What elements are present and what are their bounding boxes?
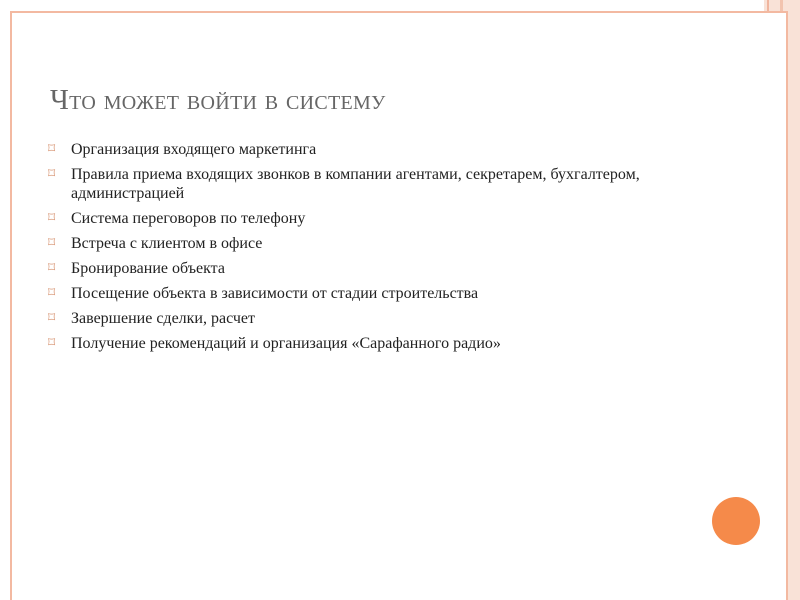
bullet-icon: ⌑ [48,167,56,182]
bullet-text: Правила приема входящих звонков в компании агентами, секретарем, бухгалтером, администрацией [71,166,640,202]
bullet-item [48,334,648,353]
bullet-item [48,165,648,203]
bullet-icon: ⌑ [48,261,56,276]
bullet-icon: ⌑ [48,336,56,351]
bullet-icon: ⌑ [48,211,56,226]
bullet-text: Завершение сделки, расчет [71,310,256,327]
bullet-item [48,259,648,278]
bullet-icon: ⌑ [48,142,56,157]
bullet-item [48,234,648,253]
bullet-list [48,140,648,359]
bullet-item [48,309,648,328]
bullet-text: Посещение объекта в зависимости от стадии строительства [71,285,479,302]
bullet-text: Получение рекомендаций и организация «Сарафанного радио» [71,335,501,352]
decorative-circle-icon [712,497,760,545]
bullet-item [48,209,648,228]
bullet-icon: ⌑ [48,236,56,251]
bullet-text: Встреча с клиентом в офисе [71,235,263,252]
bullet-item [48,284,648,303]
bullet-text: Система переговоров по телефону [71,210,306,227]
bullet-text: Организация входящего маркетинга [71,141,317,158]
slide-title: Что может войти в систему [50,84,386,116]
bullet-icon: ⌑ [48,311,56,326]
bullet-item [48,140,648,159]
bullet-text: Бронирование объекта [71,260,225,277]
bullet-icon: ⌑ [48,286,56,301]
